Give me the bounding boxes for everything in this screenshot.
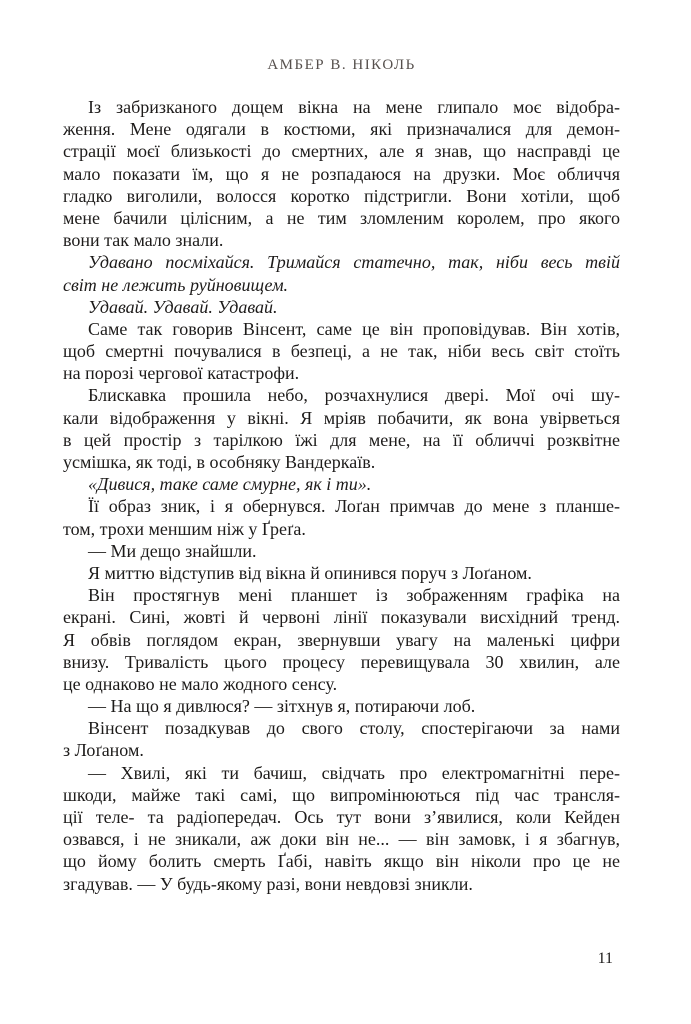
text-line: Я миттю відступив від вікна й опинився поруч з Лоґаном. [88,562,532,583]
text-line: гладко виголили, волосся коротко підстригли. Вони хотіли, щоб [63,185,620,206]
body-text [63,96,620,895]
text-line: мене бачили цілісним, а не тим зломленим королем, про якого [63,207,620,228]
text-line: внизу. Тривалість цього процесу перевищувала 30 хвилин, але [63,651,620,672]
text-line: це однаково не мало жодного сенсу. [63,673,338,694]
text-line: вони так мало знали. [63,230,224,251]
paragraph [63,717,620,761]
text-line: що йому болить смерть Ґабі, навіть якщо він ніколи про це не [63,851,620,872]
paragraph-italic [63,251,620,295]
paragraph [63,495,620,539]
text-line: страції моєї близькості до смертних, але я знав, що насправді це [63,141,620,162]
text-line: том, трохи меншим ніж у Ґреґа. [63,518,306,539]
paragraph-italic [63,473,620,495]
text-line: Саме так говорив Вінсент, саме це він проповідував. Він хотів, [88,318,620,339]
text-line: з Лоґаном. [63,740,144,761]
paragraph [63,584,620,695]
text-line: на порозі чергової катастрофи. [63,363,300,384]
text-line: Я обвів поглядом екран, звернувши увагу на маленькі цифри [63,629,620,650]
text-line: кали відображення у вікні. Я мріяв побачити, як вона увірветься [63,407,620,428]
text-line: Удавано посміхайся. Тримайся статечно, так, ніби весь твій [88,252,620,273]
text-line: екрані. Сині, жовті й червоні лінії показували висхідний тренд. [63,607,620,628]
paragraph [63,96,620,251]
text-line: «Дивися, таке саме смурне, як і ти». [88,474,372,495]
text-line: — Ми дещо знайшли. [88,540,257,561]
text-line: в цей простір з тарілкою їжі для мене, на її обличчі розквітне [63,429,620,450]
text-line: щоб смертні почувалися в безпеці, а не так, ніби весь світ стоїть [63,341,620,362]
running-header: АМБЕР В. НІКОЛЬ [267,57,416,73]
text-line: Блискавка прошила небо, розчахнулися двері. Мої очі шу- [88,385,620,406]
text-line: Із забризканого дощем вікна на мене глипало моє відобра- [88,97,620,117]
paragraph [63,695,620,717]
paragraph [63,562,620,584]
paragraph [63,384,620,473]
paragraph [63,318,620,385]
text-line: ції теле- та радіопередач. Ось тут вони з’явилися, коли Кейден [63,807,620,827]
text-line: Удавай. Удавай. Удавай. [88,296,278,317]
text-line: — Хвилі, які ти бачиш, свідчать про електромагнітні пере- [88,762,620,783]
paragraph [63,762,620,895]
text-line: — На що я дивлюся? — зітхнув я, потираючи лоб. [88,696,476,717]
text-line: ження. Мене одягали в костюми, які призначалися для демон- [63,119,620,140]
text-line: Її образ зник, і я обернувся. Лоґан примчав до мене з планше- [88,496,620,517]
text-line: світ не лежить руйновищем. [63,274,289,295]
page-number: 11 [597,950,613,967]
text-line: Він простягнув мені планшет із зображенням графіка на [88,585,620,606]
text-line: озвався, і не зникали, аж доки він не... — він замовк, і я збагнув, [63,829,620,850]
text-line: Вінсент позадкував до свого столу, спостерігаючи за нами [88,718,620,739]
text-line: усмішка, як тоді, в особняку Вандеркаїв. [63,452,376,472]
text-line: згадував. — У будь-якому разі, вони невдовзі зникли. [63,873,473,894]
paragraph-italic [63,296,620,318]
text-line: мало показати їм, що я не розпадаюся на друзки. Моє обличчя [63,163,620,184]
text-line: шкоди, майже такі самі, що випромінюються під час трансля- [63,784,620,805]
paragraph [63,540,620,562]
